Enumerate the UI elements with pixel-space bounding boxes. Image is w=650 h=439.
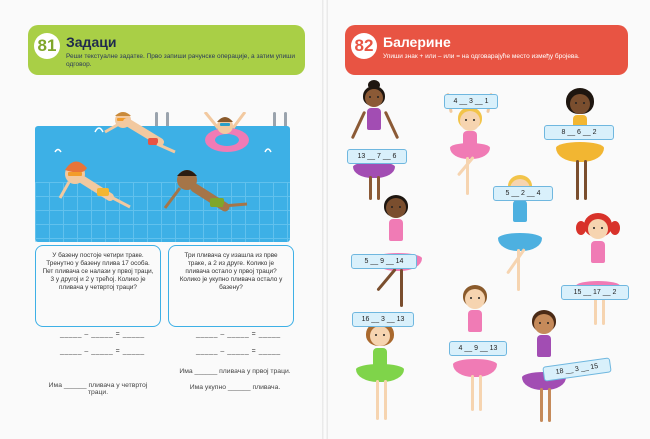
equation-line-a2[interactable]: _____ – _____ = _____ bbox=[60, 348, 145, 355]
number-sign[interactable]: 5 __ 9 __ 14 bbox=[351, 254, 417, 269]
swimmers-icon bbox=[35, 112, 290, 242]
task-81-header bbox=[28, 25, 305, 75]
ballerina-figure bbox=[550, 88, 610, 213]
task-number: 81 bbox=[34, 33, 60, 59]
number-sign[interactable]: 13 __ 7 __ 6 bbox=[347, 149, 407, 164]
task-instruction: Реши текстуалне задатке. Прво запиши рачунске операције, а затим упиши одговор. bbox=[66, 53, 296, 68]
number-sign[interactable]: 5 __ 2 __ 4 bbox=[493, 186, 553, 201]
answer-line-b1[interactable]: Има ______ пливача у првој траци. bbox=[179, 368, 291, 375]
ballerina-figure bbox=[345, 80, 405, 200]
number-sign[interactable]: 4 __ 9 __ 13 bbox=[449, 341, 507, 356]
task-title: Балерине bbox=[383, 34, 451, 50]
task-number: 82 bbox=[351, 33, 377, 59]
story-box-b: Три пливача су изашла из прве траке, а 2 из друге. Колико је пливача остало у првој траци? Колико је укупно пливача остало у базену? bbox=[168, 245, 294, 327]
number-sign[interactable]: 16 __ 3 __ 13 bbox=[352, 312, 414, 327]
pool-illustration bbox=[35, 112, 290, 242]
answer-line-a[interactable]: Има ______ пливачa у четвртој траци. bbox=[48, 382, 148, 396]
book-spine bbox=[322, 0, 328, 439]
number-sign[interactable]: 4 __ 3 __ 1 bbox=[444, 94, 498, 109]
equation-line-a1[interactable]: _____ – _____ = _____ bbox=[60, 331, 145, 338]
answer-line-b2[interactable]: Има укупно ______ пливача. bbox=[189, 384, 281, 391]
number-sign[interactable]: 15 __ 17 __ 2 bbox=[561, 285, 629, 300]
task-82-header bbox=[345, 25, 628, 75]
story-box-a: У базену постоје четири траке. Тренутно у базену плива 17 особа. Пет пливача се налази у првој траци, 3 у другој и 2 у трећој. Колико је пливача у четвртој траци? bbox=[35, 245, 161, 327]
equation-line-b2[interactable]: _____ – _____ = _____ bbox=[196, 348, 281, 355]
number-sign[interactable]: 18 __ 3 __ 15 bbox=[542, 357, 611, 381]
equation-line-b1[interactable]: _____ – _____ = _____ bbox=[196, 331, 281, 338]
number-sign[interactable]: 8 __ 6 __ 2 bbox=[544, 125, 614, 140]
task-title: Задаци bbox=[66, 34, 117, 50]
ballerina-figure bbox=[350, 195, 430, 310]
task-instruction: Упиши знак + или – или = на одговарајуће место између бројева. bbox=[383, 53, 580, 60]
